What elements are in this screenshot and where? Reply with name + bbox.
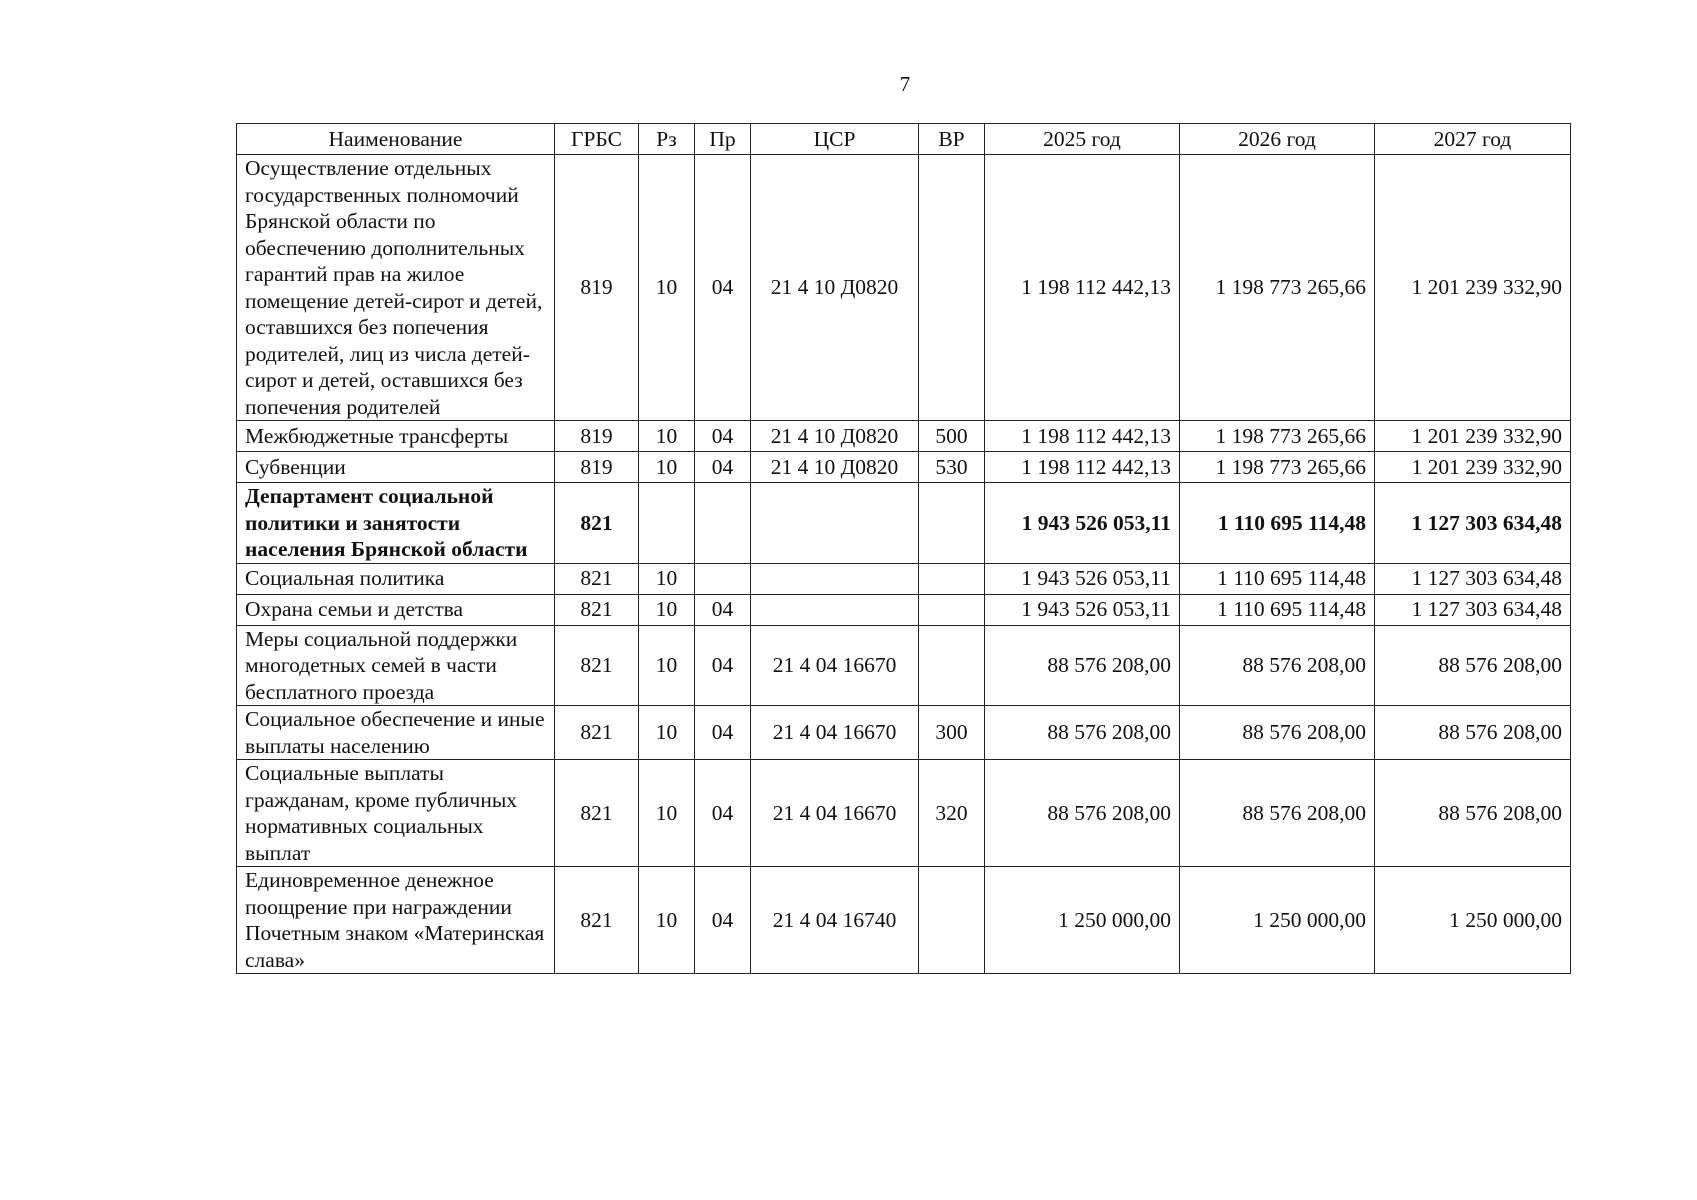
cell-vr: 300 <box>919 706 985 760</box>
cell-rz: 10 <box>639 867 695 974</box>
header-2026: 2026 год <box>1180 124 1375 155</box>
table-row <box>237 625 1571 706</box>
cell-2026: 1 110 695 114,48 <box>1180 483 1375 564</box>
cell-2026: 1 110 695 114,48 <box>1180 563 1375 594</box>
cell-name: Меры социальной поддержки многодетных семей в части бесплатного проезда <box>237 625 555 706</box>
table-row <box>237 867 1571 974</box>
cell-pr: 04 <box>695 706 751 760</box>
cell-rz: 10 <box>639 594 695 625</box>
cell-pr <box>695 563 751 594</box>
cell-2026: 1 110 695 114,48 <box>1180 594 1375 625</box>
cell-csr: 21 4 10 Д0820 <box>751 452 919 483</box>
cell-csr: 21 4 10 Д0820 <box>751 155 919 421</box>
cell-2027: 1 201 239 332,90 <box>1375 155 1571 421</box>
cell-2026: 1 198 773 265,66 <box>1180 452 1375 483</box>
cell-pr: 04 <box>695 452 751 483</box>
cell-rz: 10 <box>639 421 695 452</box>
cell-name: Осуществление отдельных государственных полномочий Брянской области по обеспечению дополнительных гарантий прав на жилое помещение детей-сирот и детей, оставшихся без попечения родителей, лиц из числа детей-сирот и детей, оставшихся без попечения родителей <box>237 155 555 421</box>
table-row <box>237 594 1571 625</box>
cell-2026: 88 576 208,00 <box>1180 760 1375 867</box>
cell-2027: 88 576 208,00 <box>1375 625 1571 706</box>
cell-2025: 88 576 208,00 <box>985 625 1180 706</box>
cell-rz: 10 <box>639 155 695 421</box>
cell-2025: 1 198 112 442,13 <box>985 155 1180 421</box>
cell-name: Охрана семьи и детства <box>237 594 555 625</box>
header-csr: ЦСР <box>751 124 919 155</box>
cell-name: Социальная политика <box>237 563 555 594</box>
cell-2027: 1 250 000,00 <box>1375 867 1571 974</box>
cell-2026: 88 576 208,00 <box>1180 706 1375 760</box>
cell-2025: 1 198 112 442,13 <box>985 452 1180 483</box>
cell-csr: 21 4 04 16670 <box>751 760 919 867</box>
cell-grbs: 821 <box>555 563 639 594</box>
table-row <box>237 563 1571 594</box>
cell-pr: 04 <box>695 594 751 625</box>
cell-2027: 1 127 303 634,48 <box>1375 594 1571 625</box>
cell-2025: 1 943 526 053,11 <box>985 594 1180 625</box>
cell-grbs: 819 <box>555 155 639 421</box>
table-row <box>237 706 1571 760</box>
cell-vr <box>919 625 985 706</box>
cell-vr <box>919 563 985 594</box>
cell-csr <box>751 483 919 564</box>
cell-csr <box>751 563 919 594</box>
cell-csr: 21 4 04 16670 <box>751 706 919 760</box>
header-vr: ВР <box>919 124 985 155</box>
table-row <box>237 421 1571 452</box>
cell-2025: 88 576 208,00 <box>985 760 1180 867</box>
cell-csr: 21 4 04 16740 <box>751 867 919 974</box>
header-pr: Пр <box>695 124 751 155</box>
cell-csr: 21 4 04 16670 <box>751 625 919 706</box>
cell-name: Субвенции <box>237 452 555 483</box>
cell-pr: 04 <box>695 625 751 706</box>
cell-pr: 04 <box>695 760 751 867</box>
cell-2027: 88 576 208,00 <box>1375 706 1571 760</box>
cell-2026: 88 576 208,00 <box>1180 625 1375 706</box>
budget-table <box>236 123 1571 974</box>
cell-2025: 1 943 526 053,11 <box>985 563 1180 594</box>
table-row <box>237 483 1571 564</box>
table-row <box>237 760 1571 867</box>
cell-rz: 10 <box>639 706 695 760</box>
cell-vr <box>919 867 985 974</box>
cell-pr: 04 <box>695 421 751 452</box>
cell-grbs: 821 <box>555 594 639 625</box>
cell-rz: 10 <box>639 760 695 867</box>
page-number: 7 <box>899 72 911 96</box>
cell-grbs: 819 <box>555 421 639 452</box>
cell-2025: 1 250 000,00 <box>985 867 1180 974</box>
cell-rz <box>639 483 695 564</box>
cell-grbs: 821 <box>555 483 639 564</box>
cell-vr: 500 <box>919 421 985 452</box>
cell-name: Социальные выплаты гражданам, кроме публичных нормативных социальных выплат <box>237 760 555 867</box>
cell-2026: 1 198 773 265,66 <box>1180 155 1375 421</box>
table-row <box>237 452 1571 483</box>
cell-rz: 10 <box>639 563 695 594</box>
cell-grbs: 821 <box>555 867 639 974</box>
cell-vr <box>919 483 985 564</box>
cell-name: Межбюджетные трансферты <box>237 421 555 452</box>
cell-rz: 10 <box>639 452 695 483</box>
cell-pr: 04 <box>695 155 751 421</box>
cell-2025: 88 576 208,00 <box>985 706 1180 760</box>
header-name: Наименование <box>237 124 555 155</box>
cell-grbs: 821 <box>555 706 639 760</box>
header-2027: 2027 год <box>1375 124 1571 155</box>
cell-vr <box>919 594 985 625</box>
cell-grbs: 819 <box>555 452 639 483</box>
cell-pr <box>695 483 751 564</box>
cell-grbs: 821 <box>555 760 639 867</box>
table-header-row <box>237 124 1571 155</box>
cell-csr: 21 4 10 Д0820 <box>751 421 919 452</box>
header-grbs: ГРБС <box>555 124 639 155</box>
cell-name: Социальное обеспечение и иные выплаты населению <box>237 706 555 760</box>
cell-2027: 88 576 208,00 <box>1375 760 1571 867</box>
cell-vr <box>919 155 985 421</box>
cell-vr: 530 <box>919 452 985 483</box>
cell-2027: 1 127 303 634,48 <box>1375 563 1571 594</box>
table-row <box>237 155 1571 421</box>
cell-2027: 1 127 303 634,48 <box>1375 483 1571 564</box>
cell-2025: 1 943 526 053,11 <box>985 483 1180 564</box>
cell-pr: 04 <box>695 867 751 974</box>
cell-2026: 1 250 000,00 <box>1180 867 1375 974</box>
cell-vr: 320 <box>919 760 985 867</box>
cell-2027: 1 201 239 332,90 <box>1375 452 1571 483</box>
cell-2025: 1 198 112 442,13 <box>985 421 1180 452</box>
cell-name: Департамент социальной политики и занятости населения Брянской области <box>237 483 555 564</box>
header-rz: Рз <box>639 124 695 155</box>
cell-rz: 10 <box>639 625 695 706</box>
cell-name: Единовременное денежное поощрение при награждении Почетным знаком «Материнская слава» <box>237 867 555 974</box>
cell-csr <box>751 594 919 625</box>
cell-grbs: 821 <box>555 625 639 706</box>
cell-2026: 1 198 773 265,66 <box>1180 421 1375 452</box>
header-2025: 2025 год <box>985 124 1180 155</box>
cell-2027: 1 201 239 332,90 <box>1375 421 1571 452</box>
